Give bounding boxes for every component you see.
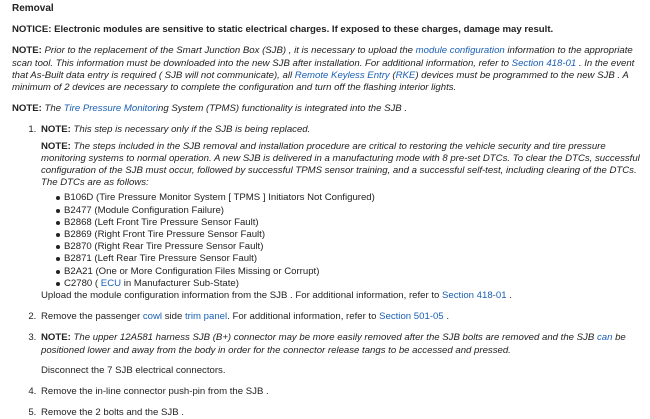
- dtc-item: B2868 (Left Front Tire Pressure Sensor Fault): [64, 217, 642, 229]
- link-can[interactable]: can: [596, 332, 613, 344]
- note-label: NOTE:: [12, 45, 42, 57]
- step-2: 2. Remove the passenger cowl side trim panel. For additional information, refer to Section 501-05 .: [39, 311, 642, 323]
- note-sjb-replacement: NOTE: Prior to the replacement of the Smart Junction Box (SJB) , it is necessary to upload the module configuration information to the appropriate scan tool. This information must be downloaded into the new SJB after installation. For additional information, refer to Section 418-01 . In the event that As-Built data entry is required ( SJB will not communicate), all Remote Keyless Entry (RKE) devices must be programmed to the new SJB . A minimum of 2 devices are necessary to complete the configuration and turn off the flashing interior lights.: [12, 45, 635, 94]
- link-remote-keyless-entry[interactable]: Remote Keyless Entry: [294, 69, 390, 81]
- step-3-action: Disconnect the 7 SJB electrical connectors.: [41, 364, 226, 376]
- step-4: 4. Remove the in-line connector push-pin from the SJB .: [39, 386, 642, 398]
- link-section-418-01[interactable]: Section 418-01: [442, 290, 507, 302]
- note-dtc-info: NOTE: The steps included in the SJB removal and installation procedure are critical to restoring the vehicle security and tire pressure monitoring systems to normal operation. A new SJB is delivered in a manufacturing mode with 8 pre-set DTCs. To clear the DTCs, successful configuration of the SJB must occur, followed by successful TPMS sensor training, and a successful self-test, including clearing of the DTCs. The DTCs are as follows:: [41, 140, 640, 189]
- link-section-501-05[interactable]: Section 501-05: [379, 311, 444, 323]
- dtc-item: C2780 ( ECU in Manufacturer Sub-State): [64, 278, 642, 290]
- link-cowl[interactable]: cowl: [142, 311, 163, 323]
- note-label: NOTE:: [41, 332, 71, 344]
- note-label: NOTE:: [12, 103, 42, 115]
- link-tire-pressure-monitoring[interactable]: Tire Pressure Monitori: [63, 103, 159, 115]
- note-tpms: NOTE: The Tire Pressure Monitoring System (TPMS) functionality is integrated into the SJB .: [12, 103, 408, 115]
- note-label: NOTE:: [41, 124, 71, 136]
- step-5: 5. Remove the 2 bolts and the SJB .: [39, 407, 642, 419]
- dtc-item: B2A21 (One or More Configuration Files Missing or Corrupt): [64, 266, 642, 278]
- step-1-action: Upload the module configuration information from the SJB . For additional information, refer to Section 418-01 .: [41, 290, 512, 302]
- dtc-item: B2870 (Right Rear Tire Pressure Sensor Fault): [64, 241, 642, 253]
- dtc-item: B2477 (Module Configuration Failure): [64, 205, 642, 217]
- removal-steps: [12, 124, 642, 419]
- link-ecu[interactable]: ECU: [100, 277, 122, 289]
- step-3: 3. NOTE: The upper 12A581 harness SJB (B+) connector may be more easily removed after the SJB bolts are removed and the SJB can be positioned lower and away from the body in order for the connector release tangs to be accessed and pressed. Disconnect the 7 SJB electrical connectors.: [39, 332, 642, 377]
- link-section-418-01[interactable]: Section 418-01: [511, 57, 577, 69]
- note-label: NOTE:: [41, 140, 71, 152]
- step-1: 1. NOTE: This step is necessary only if the SJB is being replaced. NOTE: The steps included in the SJB removal and installation procedure are critical to restoring the vehicle security and tire pressure monitoring systems to normal operation. A new SJB is delivered in a manufacturing mode with 8 pre-set DTCs. To clear the DTCs, successful configuration of the SJB must occur, followed by successful TPMS sensor training, and a successful self-test, including clearing of the DTCs. The DTCs are as follows: B106D (Tire Pressure Monitor System [ TPMS ] Initiators Not Configured) B2477 (Module Configuration Failure) B2868 (Left Front Tire Pressure Sensor Fault) B2869 (Right Front Tire Pressure Sensor Fault) B2870 (Right Rear Tire Pressure Sensor Fault) B2871 (Left Rear Tire Pressure Sensor Fault) B2A21 (One or More Configuration Files Missing or Corrupt) C2780 ( ECU in Manufacturer Sub-State) Upload the module configuration information from the SJB . For additional information, refer to Section 418-01 .: [39, 124, 642, 302]
- dtc-item: B106D (Tire Pressure Monitor System [ TPMS ] Initiators Not Configured): [64, 192, 642, 204]
- section-title: Removal: [12, 3, 54, 14]
- link-trim-panel[interactable]: trim panel: [185, 311, 228, 323]
- link-module-configuration[interactable]: module configuration: [415, 45, 505, 57]
- static-notice: NOTICE: Electronic modules are sensitive to static electrical charges. If exposed to these charges, damage may result.: [12, 24, 554, 36]
- dtc-list: [41, 192, 642, 290]
- dtc-item: B2869 (Right Front Tire Pressure Sensor Fault): [64, 229, 642, 241]
- link-rke[interactable]: RKE: [395, 69, 416, 81]
- dtc-item: B2871 (Left Rear Tire Pressure Sensor Fault): [64, 253, 642, 265]
